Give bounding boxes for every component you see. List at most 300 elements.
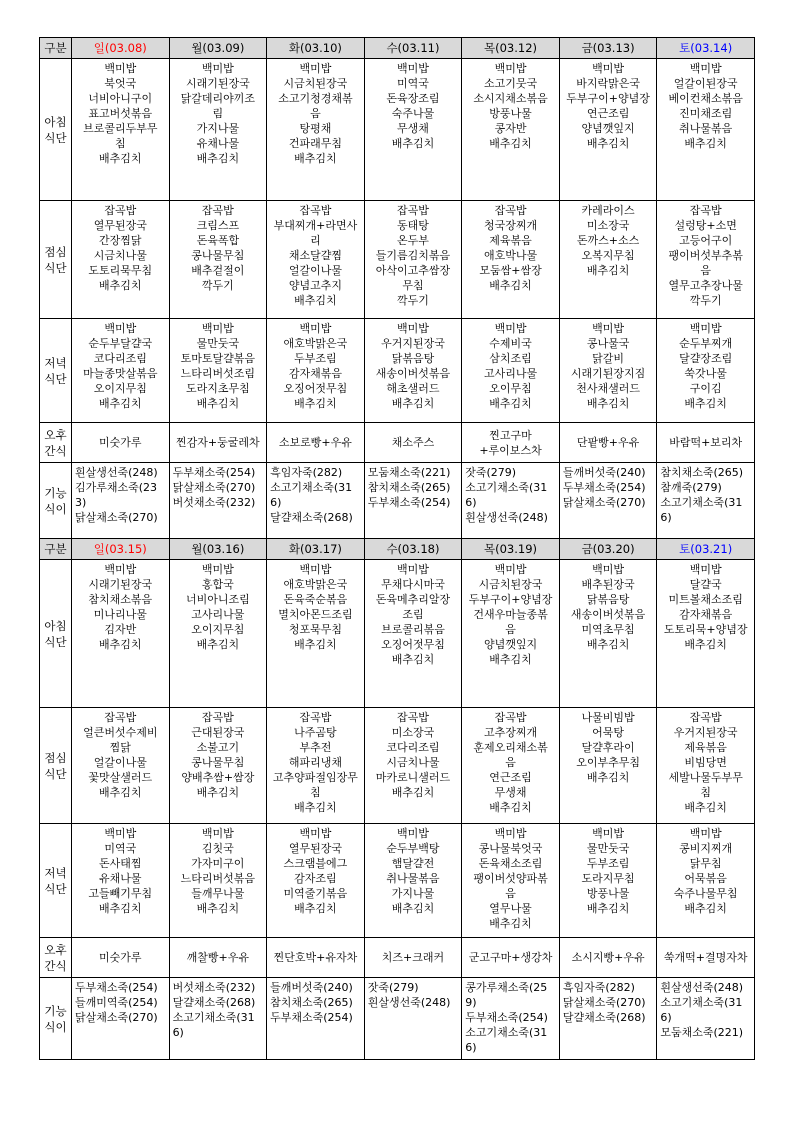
menu-item: 배추김치 bbox=[489, 137, 532, 150]
menu-item: 닭갈데리야끼조 bbox=[180, 92, 256, 105]
menu-item: 음 bbox=[505, 887, 516, 900]
menu-item: 고사리나물 bbox=[191, 608, 245, 621]
menu-item: 백미밥 bbox=[592, 322, 625, 335]
menu-item: 찐고구마 bbox=[489, 428, 532, 442]
menu-item: 새송이버섯볶음 bbox=[570, 608, 646, 621]
menu-item: 잡곡밥 bbox=[397, 204, 429, 217]
menu-cell bbox=[267, 708, 365, 824]
menu-item: 치즈+크래커 bbox=[381, 951, 445, 964]
week-header-row bbox=[40, 539, 755, 560]
menu-cell bbox=[364, 978, 462, 1060]
menu-item: 꽃맛살샐러드 bbox=[88, 771, 153, 784]
menu-item: 닭무침 bbox=[689, 857, 722, 870]
row-label bbox=[40, 708, 72, 824]
menu-cell bbox=[364, 938, 462, 978]
menu-item: 잣죽(279) bbox=[367, 981, 419, 994]
menu-item: 두부조림 bbox=[586, 857, 630, 870]
menu-item: 무생채 bbox=[494, 786, 527, 799]
menu-item: 배추김치 bbox=[684, 137, 727, 150]
menu-cell bbox=[169, 938, 267, 978]
menu-cell bbox=[72, 463, 170, 539]
menu-item: 김칫국 bbox=[201, 842, 234, 855]
menu-item: 흑임자죽(282) bbox=[562, 981, 635, 994]
menu-item: 제육볶음 bbox=[489, 234, 532, 247]
menu-item: 표고버섯볶음 bbox=[88, 107, 153, 120]
menu-item: 깨찰빵+우유 bbox=[186, 951, 250, 964]
menu-cell bbox=[169, 560, 267, 708]
menu-cell bbox=[559, 59, 657, 201]
menu-item: 무침 bbox=[402, 279, 424, 292]
menu-item: 우거지된장국 bbox=[381, 337, 445, 350]
menu-item: 미역국 bbox=[397, 77, 429, 90]
menu-item: 베이컨채소볶음 bbox=[668, 92, 743, 105]
menu-item: 3) bbox=[75, 496, 87, 509]
menu-item: 느타리버섯볶음 bbox=[180, 872, 256, 885]
menu-item: 백미밥 bbox=[689, 827, 722, 840]
snack-row bbox=[40, 423, 755, 463]
menu-item: 도라지초무침 bbox=[185, 382, 250, 395]
menu-item: 배추김치 bbox=[586, 397, 630, 410]
menu-cell bbox=[657, 201, 755, 319]
menu-item: 취나물볶음 bbox=[679, 122, 733, 135]
menu-item: 나주곰탕 bbox=[294, 726, 337, 739]
menu-item: 잡곡밥 bbox=[201, 711, 234, 724]
menu-item: 소고기채소죽(31 bbox=[660, 496, 743, 509]
menu-cell bbox=[72, 824, 170, 938]
menu-item: 바람떡+보리차 bbox=[669, 436, 743, 449]
menu-item: 훈제오리채소볶 bbox=[473, 741, 548, 754]
menu-item: 방풍나물 bbox=[586, 887, 630, 900]
menu-item: 음 bbox=[310, 107, 321, 120]
menu-item: 음 bbox=[700, 264, 711, 277]
menu-cell bbox=[169, 423, 267, 463]
menu-cell bbox=[72, 423, 170, 463]
menu-item: 구이김 bbox=[689, 382, 722, 395]
menu-item: 시래기된장국 bbox=[88, 578, 153, 591]
menu-item: 달걀국 bbox=[689, 578, 722, 591]
menu-item: 고사리나물 bbox=[483, 367, 538, 380]
menu-item: 도토리묵+양념장 bbox=[663, 623, 748, 636]
menu-cell bbox=[657, 708, 755, 824]
day-header: 목(03.19) bbox=[462, 539, 560, 560]
menu-item: 들기름김치볶음 bbox=[375, 249, 451, 262]
week-header-row bbox=[40, 38, 755, 59]
menu-cell bbox=[559, 708, 657, 824]
menu-item: 식이 bbox=[44, 501, 67, 516]
menu-item: 돈사태찜 bbox=[99, 857, 142, 870]
menu-item: 수제비국 bbox=[489, 337, 532, 350]
menu-item: 물만둣국 bbox=[586, 842, 630, 855]
menu-cell bbox=[364, 423, 462, 463]
menu-item: 순두부찌개 bbox=[679, 337, 733, 350]
menu-item: 양념깻잎지 bbox=[581, 122, 635, 135]
menu-item: 배추김치 bbox=[391, 786, 435, 799]
menu-item: 백미밥 bbox=[104, 62, 137, 75]
category-header: 구분 bbox=[40, 539, 72, 560]
menu-item: 배추김치 bbox=[294, 397, 337, 410]
menu-item: 배추김치 bbox=[294, 152, 337, 165]
menu-item: 두부조림 bbox=[294, 352, 337, 365]
menu-item: 버섯채소죽(232) bbox=[172, 496, 256, 509]
menu-item: 닭볶음탕 bbox=[586, 593, 630, 606]
menu-cell bbox=[267, 824, 365, 938]
special-diet-row bbox=[40, 978, 755, 1060]
day-header: 금(03.20) bbox=[559, 539, 657, 560]
menu-item: 참깨죽(279) bbox=[660, 481, 722, 494]
menu-item: 흰살생선죽(248) bbox=[367, 996, 451, 1009]
menu-item: 돈육채소조림 bbox=[478, 857, 543, 870]
menu-item: 배추김치 bbox=[391, 137, 435, 150]
menu-item: 배추된장국 bbox=[581, 578, 635, 591]
menu-item: 콩가루채소죽(25 bbox=[465, 981, 548, 994]
menu-item: 마카로니샐러드 bbox=[375, 771, 451, 784]
menu-item: 음 bbox=[505, 756, 516, 769]
menu-cell bbox=[657, 938, 755, 978]
menu-item: 달걀장조림 bbox=[679, 352, 733, 365]
menu-item: 브로콜리두부무 bbox=[83, 122, 158, 135]
menu-item: 소고기뭇국 bbox=[483, 77, 538, 90]
menu-item: 소고기채소죽(31 bbox=[660, 996, 743, 1009]
menu-item: 침 bbox=[700, 786, 711, 799]
menu-cell bbox=[462, 938, 560, 978]
day-header: 화(03.17) bbox=[267, 539, 365, 560]
menu-item: 쑥갓나물 bbox=[684, 367, 727, 380]
day-header: 월(03.16) bbox=[169, 539, 267, 560]
menu-item: 백미밥 bbox=[397, 827, 429, 840]
menu-item: 감자채볶음 bbox=[288, 367, 342, 380]
menu-item: 소시지빵+우유 bbox=[571, 951, 645, 964]
menu-item: 유채나물 bbox=[99, 872, 142, 885]
menu-item: 잣죽(279) bbox=[465, 466, 517, 479]
menu-item: 배추김치 bbox=[99, 152, 142, 165]
menu-cell bbox=[267, 560, 365, 708]
meal-row bbox=[40, 59, 755, 201]
menu-item: 채소주스 bbox=[391, 436, 435, 449]
meal-row bbox=[40, 201, 755, 319]
menu-item: 간장찜닭 bbox=[99, 234, 142, 247]
menu-item: 닭볶음탕 bbox=[391, 352, 435, 365]
menu-item: 백미밥 bbox=[397, 62, 429, 75]
menu-item: 배추김치 bbox=[196, 786, 240, 799]
menu-item: 깍두기 bbox=[201, 279, 234, 292]
menu-item: 잡곡밥 bbox=[494, 204, 527, 217]
menu-cell bbox=[72, 59, 170, 201]
menu-item: 참치채소볶음 bbox=[88, 593, 153, 606]
menu-cell bbox=[72, 708, 170, 824]
menu-cell bbox=[559, 463, 657, 539]
meal-plan-table bbox=[39, 37, 755, 1060]
menu-item: 김자반 bbox=[104, 623, 137, 636]
menu-cell bbox=[559, 201, 657, 319]
menu-cell bbox=[169, 201, 267, 319]
menu-item: 소고기채소죽(31 bbox=[172, 1011, 255, 1024]
menu-item: 오복지무침 bbox=[581, 249, 635, 262]
menu-item: 잡곡밥 bbox=[689, 204, 722, 217]
menu-item: 소불고기 bbox=[196, 741, 240, 754]
menu-item: 김가루채소죽(23 bbox=[75, 481, 158, 494]
menu-item: 숙주나물 bbox=[391, 107, 435, 120]
menu-cell bbox=[559, 560, 657, 708]
menu-item: 나물비빔밥 bbox=[581, 711, 635, 724]
menu-item: 흰살생선죽(248) bbox=[465, 511, 548, 524]
menu-item: 소시지채소볶음 bbox=[473, 92, 548, 105]
menu-item: 감자채볶음 bbox=[679, 608, 733, 621]
menu-cell bbox=[267, 423, 365, 463]
menu-item: 깍두기 bbox=[397, 294, 429, 307]
menu-item: 해초샐러드 bbox=[386, 382, 440, 395]
row-label bbox=[40, 824, 72, 938]
menu-item: 9) bbox=[465, 996, 477, 1009]
menu-item: 고들빼기무침 bbox=[88, 887, 153, 900]
menu-item: 백미밥 bbox=[689, 322, 722, 335]
menu-cell bbox=[462, 59, 560, 201]
menu-item: 방풍나물 bbox=[489, 107, 532, 120]
menu-cell bbox=[657, 560, 755, 708]
menu-item: 식단 bbox=[44, 634, 67, 649]
menu-item: 해파리냉채 bbox=[288, 756, 342, 769]
menu-item: 저녁 bbox=[44, 355, 67, 370]
menu-item: 군고구마+생강차 bbox=[468, 951, 553, 964]
day-header: 일(03.08) bbox=[72, 38, 170, 59]
menu-item: 진미채조림 bbox=[679, 107, 733, 120]
menu-cell bbox=[462, 463, 560, 539]
menu-cell bbox=[364, 59, 462, 201]
menu-item: 백미밥 bbox=[592, 563, 625, 576]
menu-item: 단팥빵+우유 bbox=[576, 436, 640, 449]
menu-item: 시래기된장지짐 bbox=[570, 367, 646, 380]
row-label bbox=[40, 59, 72, 201]
menu-item: 콩자반 bbox=[494, 122, 527, 135]
menu-item: 건파래무침 bbox=[288, 137, 342, 150]
menu-item: 물만둣국 bbox=[196, 337, 240, 350]
menu-item: 삼치조림 bbox=[489, 352, 532, 365]
day-header: 수(03.18) bbox=[364, 539, 462, 560]
snack-row bbox=[40, 938, 755, 978]
menu-item: 닭살채소죽(270) bbox=[562, 996, 646, 1009]
day-header: 금(03.13) bbox=[559, 38, 657, 59]
menu-item: 배추김치 bbox=[684, 801, 727, 814]
menu-item: 찐단호박+유자차 bbox=[273, 951, 358, 964]
menu-item: 배추김치 bbox=[99, 786, 142, 799]
menu-item: 들깨버섯죽(240) bbox=[270, 981, 353, 994]
menu-cell bbox=[267, 938, 365, 978]
menu-item: 배추김치 bbox=[684, 902, 727, 915]
menu-item: 백미밥 bbox=[201, 563, 234, 576]
menu-item: 온두부 bbox=[397, 234, 429, 247]
menu-item: 배추김치 bbox=[489, 801, 532, 814]
menu-item: 북엇국 bbox=[104, 77, 137, 90]
menu-item: 소보로빵+우유 bbox=[278, 436, 352, 449]
menu-item: 마늘종맛살볶음 bbox=[83, 367, 158, 380]
menu-item: 오이부추무침 bbox=[576, 756, 640, 769]
menu-item: 탕평채 bbox=[299, 122, 332, 135]
menu-item: 콩비지찌개 bbox=[679, 842, 733, 855]
menu-item: 근대된장국 bbox=[191, 726, 245, 739]
menu-item: 모둠쌈+쌈장 bbox=[479, 264, 542, 277]
menu-item: 두부채소죽(254) bbox=[367, 496, 451, 509]
day-header: 월(03.09) bbox=[169, 38, 267, 59]
menu-item: 소고기채소죽(31 bbox=[270, 481, 353, 494]
menu-item: 배추김치 bbox=[99, 397, 142, 410]
meal-row bbox=[40, 824, 755, 938]
menu-item: 시금치된장국 bbox=[478, 578, 543, 591]
menu-item: 열무된장국 bbox=[93, 219, 147, 232]
menu-item: 닭살채소죽(270) bbox=[562, 496, 646, 509]
menu-item: 배추김치 bbox=[586, 137, 630, 150]
menu-item: 돈육폭합 bbox=[196, 234, 240, 247]
menu-item: 6) bbox=[270, 496, 282, 509]
menu-cell bbox=[559, 423, 657, 463]
menu-item: 들깨미역죽(254) bbox=[75, 996, 158, 1009]
special-diet-row bbox=[40, 463, 755, 539]
menu-cell bbox=[267, 201, 365, 319]
menu-item: 6) bbox=[660, 1011, 672, 1024]
menu-item: 브로콜리볶음 bbox=[381, 623, 445, 636]
menu-item: 백미밥 bbox=[494, 827, 527, 840]
menu-item: 채소달걀찜 bbox=[288, 249, 342, 262]
menu-item: 크림스프 bbox=[196, 219, 240, 232]
menu-item: 배추김치 bbox=[294, 294, 337, 307]
menu-item: 느타리버섯조림 bbox=[180, 367, 256, 380]
menu-item: 배추김치 bbox=[294, 801, 337, 814]
menu-item: 기능 bbox=[44, 1003, 67, 1018]
menu-cell bbox=[267, 463, 365, 539]
menu-item: 백미밥 bbox=[201, 62, 234, 75]
menu-item: 아삭이고추쌈장 bbox=[375, 264, 451, 277]
menu-item: 얼갈이나물 bbox=[288, 264, 342, 277]
menu-item: 식단 bbox=[44, 766, 67, 781]
menu-cell bbox=[657, 319, 755, 423]
menu-item: 취나물볶음 bbox=[386, 872, 440, 885]
menu-item: 침 bbox=[114, 137, 126, 150]
menu-cell bbox=[72, 978, 170, 1060]
menu-cell bbox=[267, 319, 365, 423]
menu-item: 스크램블에그 bbox=[283, 857, 348, 870]
menu-item: 두부채소죽(254) bbox=[562, 481, 646, 494]
menu-item: 오이지무침 bbox=[191, 623, 245, 636]
menu-item: 미역줄기볶음 bbox=[283, 887, 348, 900]
menu-cell bbox=[72, 201, 170, 319]
menu-item: +루이보스차 bbox=[479, 443, 542, 457]
menu-item: 코다리조림 bbox=[386, 741, 440, 754]
day-header: 목(03.12) bbox=[462, 38, 560, 59]
menu-item: 닭살채소죽(270) bbox=[75, 511, 158, 524]
menu-item: 동태탕 bbox=[397, 219, 429, 232]
menu-item: 돈육장조림 bbox=[386, 92, 440, 105]
menu-cell bbox=[559, 938, 657, 978]
menu-item: 닭살채소죽(270) bbox=[172, 481, 256, 494]
menu-item: 배추김치 bbox=[99, 902, 142, 915]
menu-cell bbox=[462, 978, 560, 1060]
menu-item: 배추김치 bbox=[684, 638, 727, 651]
menu-cell bbox=[72, 560, 170, 708]
menu-item: 6) bbox=[465, 1041, 477, 1054]
menu-item: 백미밥 bbox=[689, 62, 722, 75]
day-header: 토(03.14) bbox=[657, 38, 755, 59]
meal-row bbox=[40, 560, 755, 708]
menu-item: 참치채소죽(265) bbox=[270, 996, 353, 1009]
menu-item: 오징어젓무침 bbox=[381, 638, 445, 651]
menu-item: 배추김치 bbox=[196, 902, 240, 915]
menu-item: 고추장찌개 bbox=[483, 726, 538, 739]
menu-item: 달걀후라이 bbox=[581, 741, 635, 754]
menu-item: 햄달걀전 bbox=[391, 857, 435, 870]
menu-item: 홍합국 bbox=[201, 578, 234, 591]
menu-item: 감자조림 bbox=[294, 872, 337, 885]
menu-item: 시금치나물 bbox=[93, 249, 147, 262]
menu-item: 미트볼채소조림 bbox=[668, 593, 743, 606]
menu-item: 소고기채소죽(31 bbox=[465, 481, 548, 494]
menu-item: 참치채소죽(265) bbox=[660, 466, 744, 479]
menu-cell bbox=[169, 319, 267, 423]
menu-item: 백미밥 bbox=[397, 563, 429, 576]
menu-item: 오후 bbox=[44, 427, 67, 442]
menu-item: 세발나물두부무 bbox=[668, 771, 743, 784]
menu-item: 어묵탕 bbox=[592, 726, 625, 739]
menu-item: 배추김치 bbox=[196, 152, 240, 165]
menu-item: 부대찌개+라면사 bbox=[273, 219, 358, 232]
menu-cell bbox=[169, 463, 267, 539]
menu-item: 배추김치 bbox=[684, 397, 727, 410]
menu-cell bbox=[72, 319, 170, 423]
menu-item: 도토리묵무침 bbox=[88, 264, 153, 277]
menu-item: 콩나물북엇국 bbox=[478, 842, 543, 855]
menu-item: 고등어구이 bbox=[679, 234, 733, 247]
menu-item: 백미밥 bbox=[592, 62, 625, 75]
menu-item: 참치채소죽(265) bbox=[367, 481, 451, 494]
menu-item: 미소장국 bbox=[391, 726, 435, 739]
menu-item: 무채다시마국 bbox=[381, 578, 445, 591]
menu-item: 림 bbox=[212, 107, 224, 120]
menu-item: 우거지된장국 bbox=[673, 726, 738, 739]
menu-item: 배추김치 bbox=[294, 902, 337, 915]
menu-item: 잡곡밥 bbox=[104, 711, 137, 724]
menu-item: 미숫가루 bbox=[99, 436, 142, 449]
menu-item: 애호박맑은국 bbox=[283, 337, 348, 350]
menu-item: 연근조림 bbox=[586, 107, 630, 120]
category-header: 구분 bbox=[40, 38, 72, 59]
menu-item: 찐감자+둥굴레차 bbox=[176, 436, 260, 449]
menu-cell bbox=[364, 463, 462, 539]
menu-item: 잡곡밥 bbox=[494, 711, 527, 724]
menu-item: 백미밥 bbox=[299, 62, 332, 75]
menu-item: 오징어젓무침 bbox=[283, 382, 348, 395]
menu-item: 간식 bbox=[44, 958, 67, 973]
menu-item: 잡곡밥 bbox=[201, 204, 234, 217]
menu-item: 두부채소죽(254) bbox=[465, 1011, 548, 1024]
menu-item: 백미밥 bbox=[494, 563, 527, 576]
menu-item: 배추김치 bbox=[586, 264, 630, 277]
menu-item: 얼갈이된장국 bbox=[673, 77, 738, 90]
menu-item: 미나리나물 bbox=[93, 608, 147, 621]
row-label bbox=[40, 423, 72, 463]
menu-item: 백미밥 bbox=[689, 563, 722, 576]
menu-item: 배추김치 bbox=[489, 917, 532, 930]
menu-item: 콩나물무침 bbox=[191, 756, 245, 769]
menu-item: 양념깻잎지 bbox=[483, 638, 538, 651]
menu-item: 돈까스+소스 bbox=[576, 234, 640, 247]
menu-item: 저녁 bbox=[44, 865, 67, 880]
menu-item: 고추양파절임장무 bbox=[272, 771, 358, 784]
menu-item: 6) bbox=[660, 511, 672, 524]
menu-item: 배추겉절이 bbox=[191, 264, 245, 277]
menu-item: 소고기청경채볶 bbox=[278, 92, 353, 105]
menu-cell bbox=[267, 59, 365, 201]
menu-item: 미숫가루 bbox=[99, 951, 142, 964]
menu-item: 가자미구이 bbox=[191, 857, 245, 870]
menu-item: 팽이버섯부추볶 bbox=[668, 249, 743, 262]
menu-item: 설렁탕+소면 bbox=[674, 219, 737, 232]
